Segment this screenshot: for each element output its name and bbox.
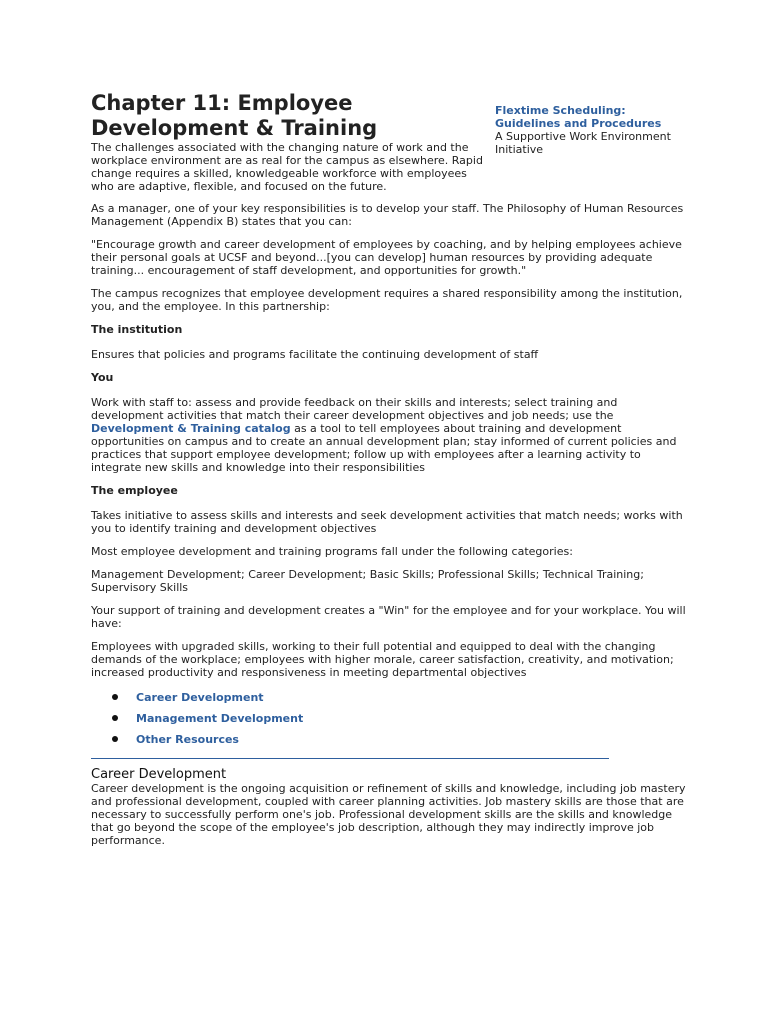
employee-text: Takes initiative to assess skills and interests and seek development activities that match needs; works with you to identify training and development objectives [91, 509, 683, 535]
institution-heading: The institution [91, 323, 183, 336]
flextime-link[interactable]: Flextime Scheduling: Guidelines and Procedures [495, 104, 662, 130]
career-development-heading: Career Development [91, 767, 227, 782]
other-resources-link[interactable]: Other Resources [136, 733, 239, 746]
you-text-end: as a tool to tell employees about training and development opportunities on campus and to create an annual development plan; stay informed of current policies and practices that support employee development; follow up with employees after a learning activity to integrate new skills and knowledge into their responsibilities [91, 422, 677, 474]
section-links [91, 691, 686, 746]
document-page [91, 91, 686, 857]
you-text [91, 396, 686, 474]
categories-list: Management Development; Career Development; Basic Skills; Professional Skills; Technical Training; Supervisory Skills [91, 568, 644, 594]
institution-text: Ensures that policies and programs facilitate the continuing development of staff [91, 348, 539, 361]
intro-paragraph: The challenges associated with the changing nature of work and the workplace environment are as real for the campus as elsewhere. Rapid change requires a skilled, knowledgeable workforce with employees who are adaptive, flexible, and focused on the future. [91, 141, 483, 193]
career-development-link[interactable]: Career Development [136, 691, 264, 704]
win-paragraph: Your support of training and development creates a "Win" for the employee and for your workplace. You will have: [91, 604, 686, 630]
sidebar-note-text: A Supportive Work Environment Initiative [495, 130, 671, 156]
career-development-text: Career development is the ongoing acquisition or refinement of skills and knowledge, including job mastery and professional development, coupled with career planning activities. Job mastery skills are those that are necessary to successfully perform one's job. Professional development skills are the skills and knowledge that go beyond the scope of the employee's job description, although they may indirectly improve job performance. [91, 782, 686, 847]
manager-paragraph: As a manager, one of your key responsibilities is to develop your staff. The Philosophy of Human Resources Management (Appendix B) states that you can: [91, 202, 684, 228]
categories-intro: Most employee development and training programs fall under the following categories: [91, 545, 573, 558]
benefits-paragraph: Employees with upgraded skills, working to their full potential and equipped to deal with the changing demands of the workplace; employees with higher morale, career satisfaction, creativity, and motivation; increased productivity and responsiveness in meeting departmental objectives [91, 640, 674, 679]
you-heading: You [91, 371, 114, 384]
philosophy-quote: "Encourage growth and career development of employees by coaching, and by helping employees achieve their personal goals at UCSF and beyond...[you can develop] human resources by providing adequate training... encouragement of staff development, and opportunities for growth." [91, 238, 682, 277]
list-item [136, 691, 686, 704]
page-title: Chapter 11: Employee Development & Training [91, 91, 378, 140]
you-text-start: Work with staff to: assess and provide feedback on their skills and interests; select training and development activities that match their career development objectives and job needs; use the [91, 396, 618, 422]
training-catalog-link[interactable]: Development & Training catalog [91, 422, 291, 435]
sidebar-note [495, 104, 685, 156]
employee-heading: The employee [91, 484, 178, 497]
bullet-icon [112, 736, 118, 742]
section-divider [91, 758, 609, 759]
bullet-icon [112, 694, 118, 700]
management-development-link[interactable]: Management Development [136, 712, 304, 725]
partnership-paragraph: The campus recognizes that employee development requires a shared responsibility among the institution, you, and the employee. In this partnership: [91, 287, 683, 313]
list-item [136, 733, 686, 746]
list-item [136, 712, 686, 725]
bullet-icon [112, 715, 118, 721]
